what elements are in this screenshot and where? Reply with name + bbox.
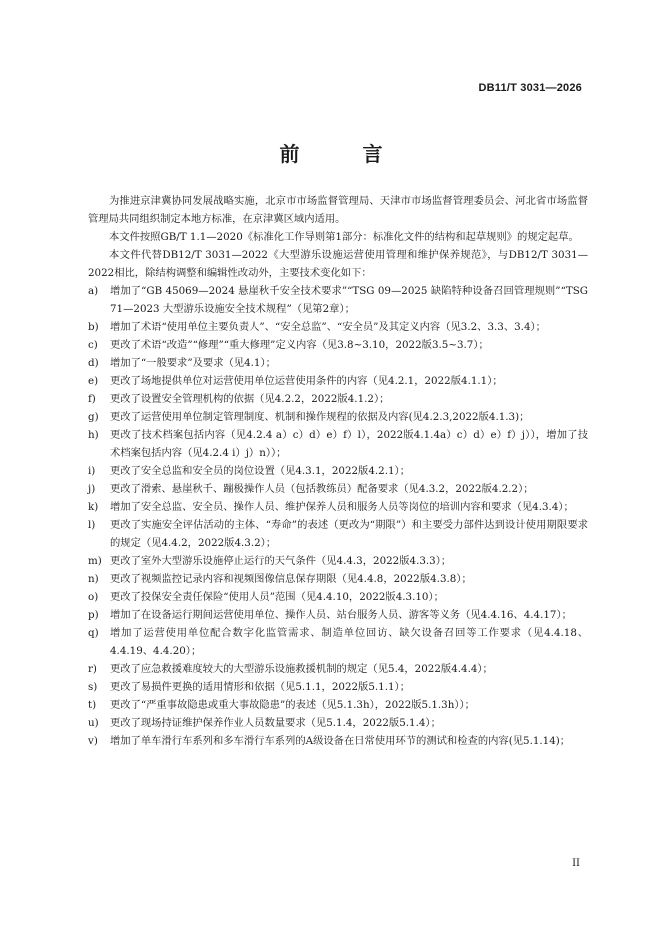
list-item-text: 增加了运营使用单位配合数字化监管需求、制造单位回访、缺欠设备召回等工作要求（见4.4.18、4.4.19、4.4.20）； [110,627,588,657]
list-item [88,696,588,714]
technical-changes-list [88,282,588,750]
list-marker: l) [88,519,96,531]
list-marker: v) [88,735,98,747]
list-item [88,660,588,678]
list-marker: o) [88,591,99,603]
list-item-text: 更改了技术档案包括内容（见4.2.4 a）c）d）e）f）l），2022版4.1.4a）c）d）e）f）j）），增加了技术档案包括内容（见4.2.4 i）j）n））； [110,429,588,459]
paragraph: 本文件代替DB12/T 3031—2022《大型游乐设施运营使用管理和维护保养规范》，与DB12/T 3031—2022相比，除结构调整和编辑性改动外，主要技术变化如下： [88,249,588,279]
list-item [88,372,588,390]
list-marker: p) [88,609,99,621]
list-marker: h) [88,429,99,441]
list-item [88,732,588,750]
list-marker: i) [88,465,96,477]
list-item-text: 增加了术语“使用单位主要负责人”、“安全总监”、“安全员”及其定义内容（见3.2、3.3、3.4）； [110,321,546,333]
list-item [88,408,588,426]
list-item-text: 更改了投保安全责任保险“使用人员”范围（见4.4.10，2022版4.3.10）； [110,591,444,603]
list-item [88,462,588,480]
list-item [88,516,588,552]
list-item-text: 更改了“严重事故隐患或重大事故隐患”的表述（见5.1.3h），2022版5.1.3h））； [110,699,475,711]
list-marker: q) [88,627,99,639]
list-item [88,354,588,372]
list-marker: s) [88,681,98,693]
list-item-text: 更改了易损件更换的适用情形和依据（见5.1.1，2022版5.1.1）； [110,681,410,693]
list-item [88,570,588,588]
list-item-text: 更改了应急救援难度较大的大型游乐设施救援机制的规定（见5.4，2022版4.4.4）； [110,663,493,675]
list-item-text: 增加了安全总监、安全员、操作人员、维护保养人员和服务人员等岗位的培训内容和要求（见4.3.4）； [110,501,574,513]
list-item [88,714,588,732]
list-marker: d) [88,357,99,369]
list-item-text: 更改了安全总监和安全员的岗位设置（见4.3.1，2022版4.2.1）； [110,465,410,477]
list-marker: b) [88,321,99,333]
page-title: 前 言 [279,142,411,166]
list-item-text: 更改了视频监控记录内容和视频图像信息保存期限（见4.4.8，2022版4.3.8）； [110,573,472,585]
list-item-text: 更改了滑索、悬崖秋千、蹦极操作人员（包括教练员）配备要求（见4.3.2，2022版4.2.2）； [110,483,534,495]
list-item-text: 增加了“一般要求”及要求（见4.1）； [110,357,276,369]
list-item-text: 增加了在设备运行期间运营使用单位、操作人员、站台服务人员、游客等义务（见4.4.16、4.4.17）； [110,609,572,621]
list-marker: k) [88,501,99,513]
list-item [88,282,588,318]
list-item-text: 更改了场地提供单位对运营使用单位运营使用条件的内容（见4.2.1，2022版4.1.1）； [110,375,503,387]
list-item-text: 增加了“GB 45069—2024 悬崖秋千安全技术要求”“TSG 09—2025 缺陷特种设备召回管理规则”“TSG 71—2023 大型游乐设施安全技术规程”（见第2章）； [110,285,588,315]
list-item [88,426,588,462]
list-item [88,678,588,696]
list-item [88,390,588,408]
list-marker: f) [88,393,96,405]
list-marker: n) [88,573,99,585]
list-marker: u) [88,717,99,729]
paragraph: 本文件按照GB/T 1.1—2020《标准化工作导则第1部分：标准化文件的结构和起草规则》的规定起草。 [109,231,579,243]
page-number: II [572,858,580,869]
list-item-text: 更改了运营使用单位制定管理制度、机制和操作规程的依据及内容(见4.2.3,2022版4.1.3)； [110,411,530,423]
list-marker: a) [88,285,99,297]
list-marker: t) [88,699,97,711]
paragraph: 为推进京津冀协同发展战略实施，北京市市场监督管理局、天津市市场监督管理委员会、河北省市场监督管理局共同组织制定本地方标准，在京津冀区域内适用。 [88,195,588,225]
list-item [88,624,588,660]
list-item [88,480,588,498]
list-marker: c) [88,339,98,351]
list-item-text: 更改了现场持证维护保养作业人员数量要求（见5.1.4，2022版5.1.4）； [110,717,441,729]
list-item-text: 更改了实施安全评估活动的主体、“寿命”的表述（更改为“期限”）和主要受力部件达到设计使用期限要求的规定（见4.4.2，2022版4.3.2）； [110,519,588,549]
list-item-text: 更改了设置安全管理机构的依据（见4.2.2，2022版4.1.2）； [110,393,390,405]
list-item [88,606,588,624]
list-item-text: 更改了室外大型游乐设施停止运行的天气条件（见4.4.3，2022版4.3.3）； [110,555,452,567]
list-item [88,498,588,516]
list-marker: m) [88,555,102,567]
list-item-text: 更改了术语“改造”“修理”“重大修理”定义内容（见3.8~3.10，2022版3.5~3.7）； [110,339,489,351]
list-item [88,336,588,354]
list-item [88,318,588,336]
document-code: DB11/T 3031—2026 [478,82,582,94]
list-marker: g) [88,411,99,423]
list-marker: r) [88,663,97,675]
list-marker: j) [88,483,96,495]
list-marker: e) [88,375,99,387]
list-item [88,552,588,570]
foreword-body [88,192,588,750]
list-item-text: 增加了单车滑行车系列和多车滑行车系列的A级设备在日常使用环节的测试和检查的内容(见5.1.14)； [110,735,571,747]
list-item [88,588,588,606]
